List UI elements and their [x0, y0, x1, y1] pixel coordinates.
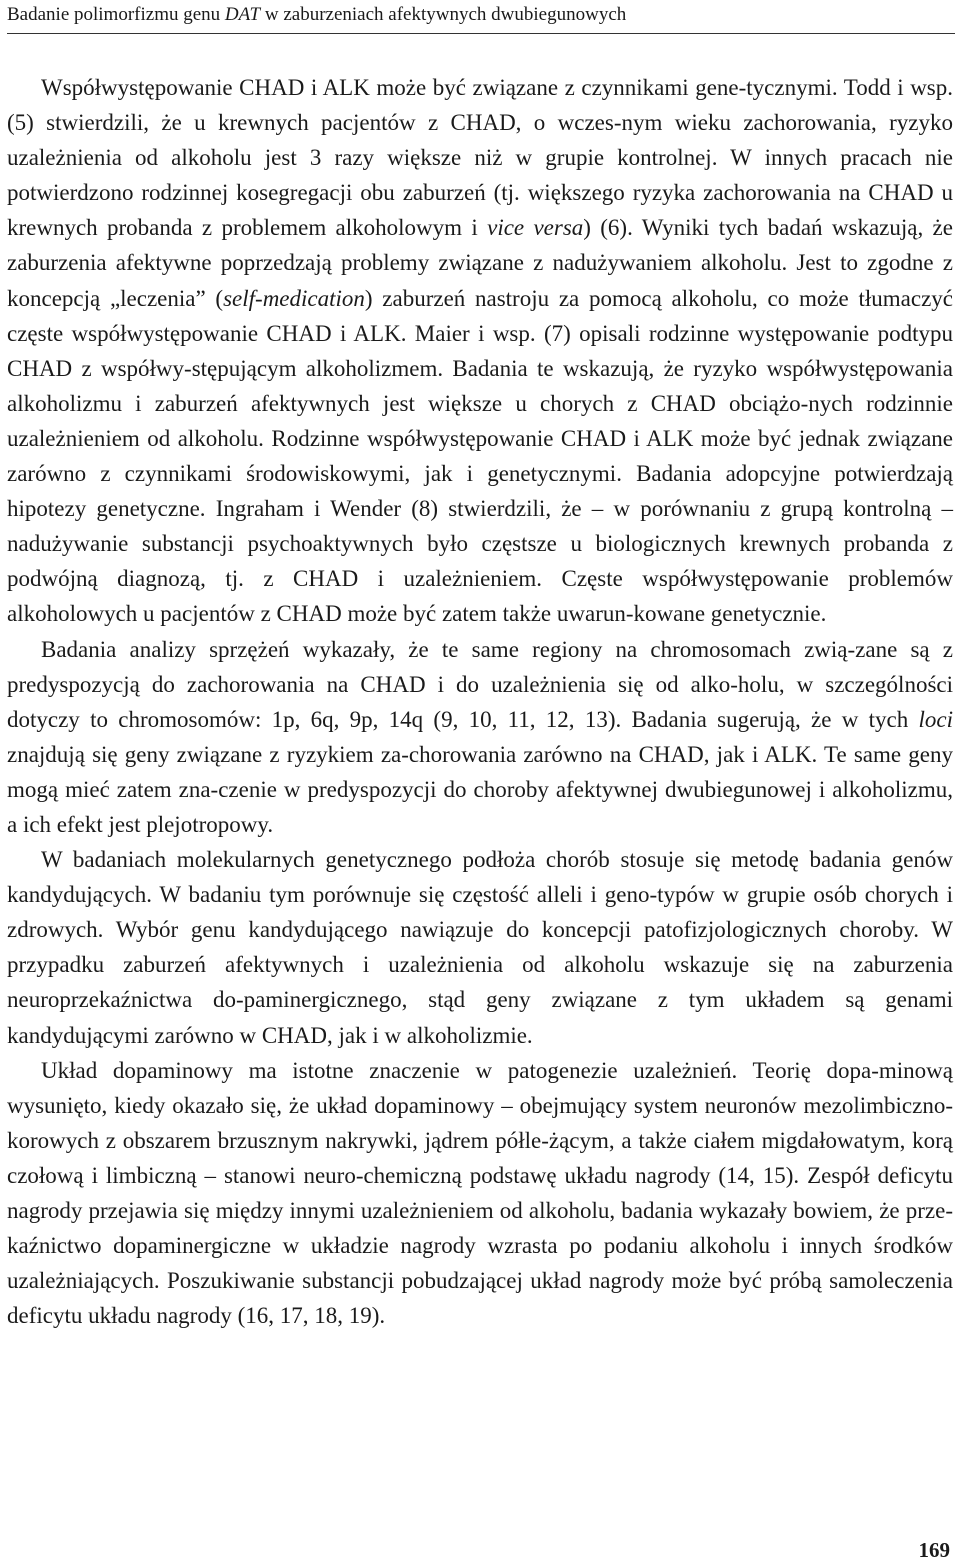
running-header-gene-name: DAT — [224, 4, 261, 25]
article-body — [7, 70, 953, 1333]
italic-term: loci — [918, 706, 953, 732]
body-paragraph — [7, 842, 953, 1053]
body-paragraph — [7, 70, 953, 632]
header-rule — [7, 33, 955, 34]
page-number: 169 — [918, 1538, 950, 1562]
paragraph-text: znajdują się geny związane z ryzykiem za-chorowania zarówno na CHAD, jak i ALK. Te same geny mogą mieć zatem zna-czenie w predyspozycji do choroby afektywnej dwubiegunowej i alkoholizmu, a ich efekt jest plejotropowy. — [7, 741, 953, 837]
paragraph-text: ) zaburzeń nastroju za pomocą alkoholu, co może tłumaczyć częste współwystępowanie CHAD i ALK. Maier i wsp. (7) opisali rodzinne występowanie podtypu CHAD z współwy-stępującym alkoholizmem. Badania te wskazują, że ryzyko współwystępowania alkoholizmu i zaburzeń afektywnych jest większe u chorych z CHAD obciążo-nych rodzinnie uzależnieniem od alkoholu. Rodzinne współwystępowanie CHAD i ALK może być jednak związane zarówno z czynnikami środowiskowymi, jak i genetycznymi. Badania adopcyjne potwierdzają hipotezy genetyczne. Ingraham i Wender (8) stwierdzili, że – w porównaniu z grupą kontrolną – nadużywanie substancji psychoaktywnych było częstsze u biologicznych krewnych probanda z podwójną diagnozą, tj. z CHAD i uzależnieniem. Częste współwystępowanie problemów alkoholowych u pacjentów z CHAD może być zatem także uwarun-kowane genetycznie. — [7, 285, 953, 627]
paragraph-text: Badania analizy sprzężeń wykazały, że te same regiony na chromosomach zwią-zane są z predyspozycją do zachorowania na CHAD i do uzależnienia się od alko-holu, w szczególności dotyczy to chromosomów: 1p, 6q, 9p, 14q (9, 10, 11, 12, 13). Badania sugerują, że w tych — [7, 636, 953, 732]
running-header-text-end: w zaburzeniach afektywnych dwubiegunowych — [260, 4, 627, 25]
paragraph-text: W badaniach molekularnych genetycznego podłoża chorób stosuje się metodę badania genów kandydujących. W badaniu tym porównuje się częstość alleli i geno-typów w grupie osób chorych i zdrowych. Wybór genu kandydującego nawiązuje do koncepcji patofizjologicznych choroby. W przypadku zaburzeń afektywnych i uzależnienia od alkoholu wskazuje się na zaburzenia neuroprzekaźnictwa do-paminergicznego, stąd geny związane z tym układem są genami kandydującymi zarówno w CHAD, jak i w alkoholizmie. — [7, 847, 953, 1048]
body-paragraph — [7, 1053, 953, 1334]
running-header — [7, 3, 955, 27]
body-paragraph — [7, 632, 953, 843]
paragraph-text: Współwystępowanie CHAD i ALK może być związane z czynnikami gene-tycznymi. Todd i wsp. (5) stwierdzili, że u krewnych pacjentów z CHAD, o wczes-nym wieku zachorowania, ryzyko uzależnienia od alkoholu jest 3 razy większe niż w grupie kontrolnej. W innych pracach nie potwierdzono rodzinnej kosegregacji obu zaburzeń (tj. większego ryzyka zachorowania na CHAD u krewnych probanda z problemem alkoholowym i — [7, 75, 953, 241]
paragraph-text: Układ dopaminowy ma istotne znaczenie w patogenezie uzależnień. Teorię dopa-minową wysunięto, kiedy okazało się, że układ dopaminowy – obejmujący system neuronów mezolimbiczno-korowych z obszarem brzusznym nakrywki, jądrem półle-żącym, a także ciałem migdałowatym, korą czołową i limbiczną – stanowi neuro-chemiczną podstawę układu nagrody (14, 15). Zespół deficytu nagrody przejawia się między innymi uzależnieniem od alkoholu, badania wykazały bowiem, że prze-kaźnictwo dopaminergiczne w układzie nagrody wzrasta po podaniu alkoholu i innych środków uzależniających. Poszukiwanie substancji pobudzającej układ nagrody może być próbą samoleczenia deficytu układu nagrody (16, 17, 18, 19). — [7, 1057, 953, 1329]
italic-term: self-medication — [223, 285, 365, 311]
italic-term: vice versa — [487, 215, 584, 241]
running-header-text: Badanie polimorfizmu genu — [7, 4, 225, 25]
paragraph-text: ) (6). Wyniki tych badań wskazują, że zaburzenia afektywne poprzedzają problemy związane z nadużywaniem alkoholu. Jest to zgodne z koncepcją „leczenia” ( — [7, 215, 953, 311]
